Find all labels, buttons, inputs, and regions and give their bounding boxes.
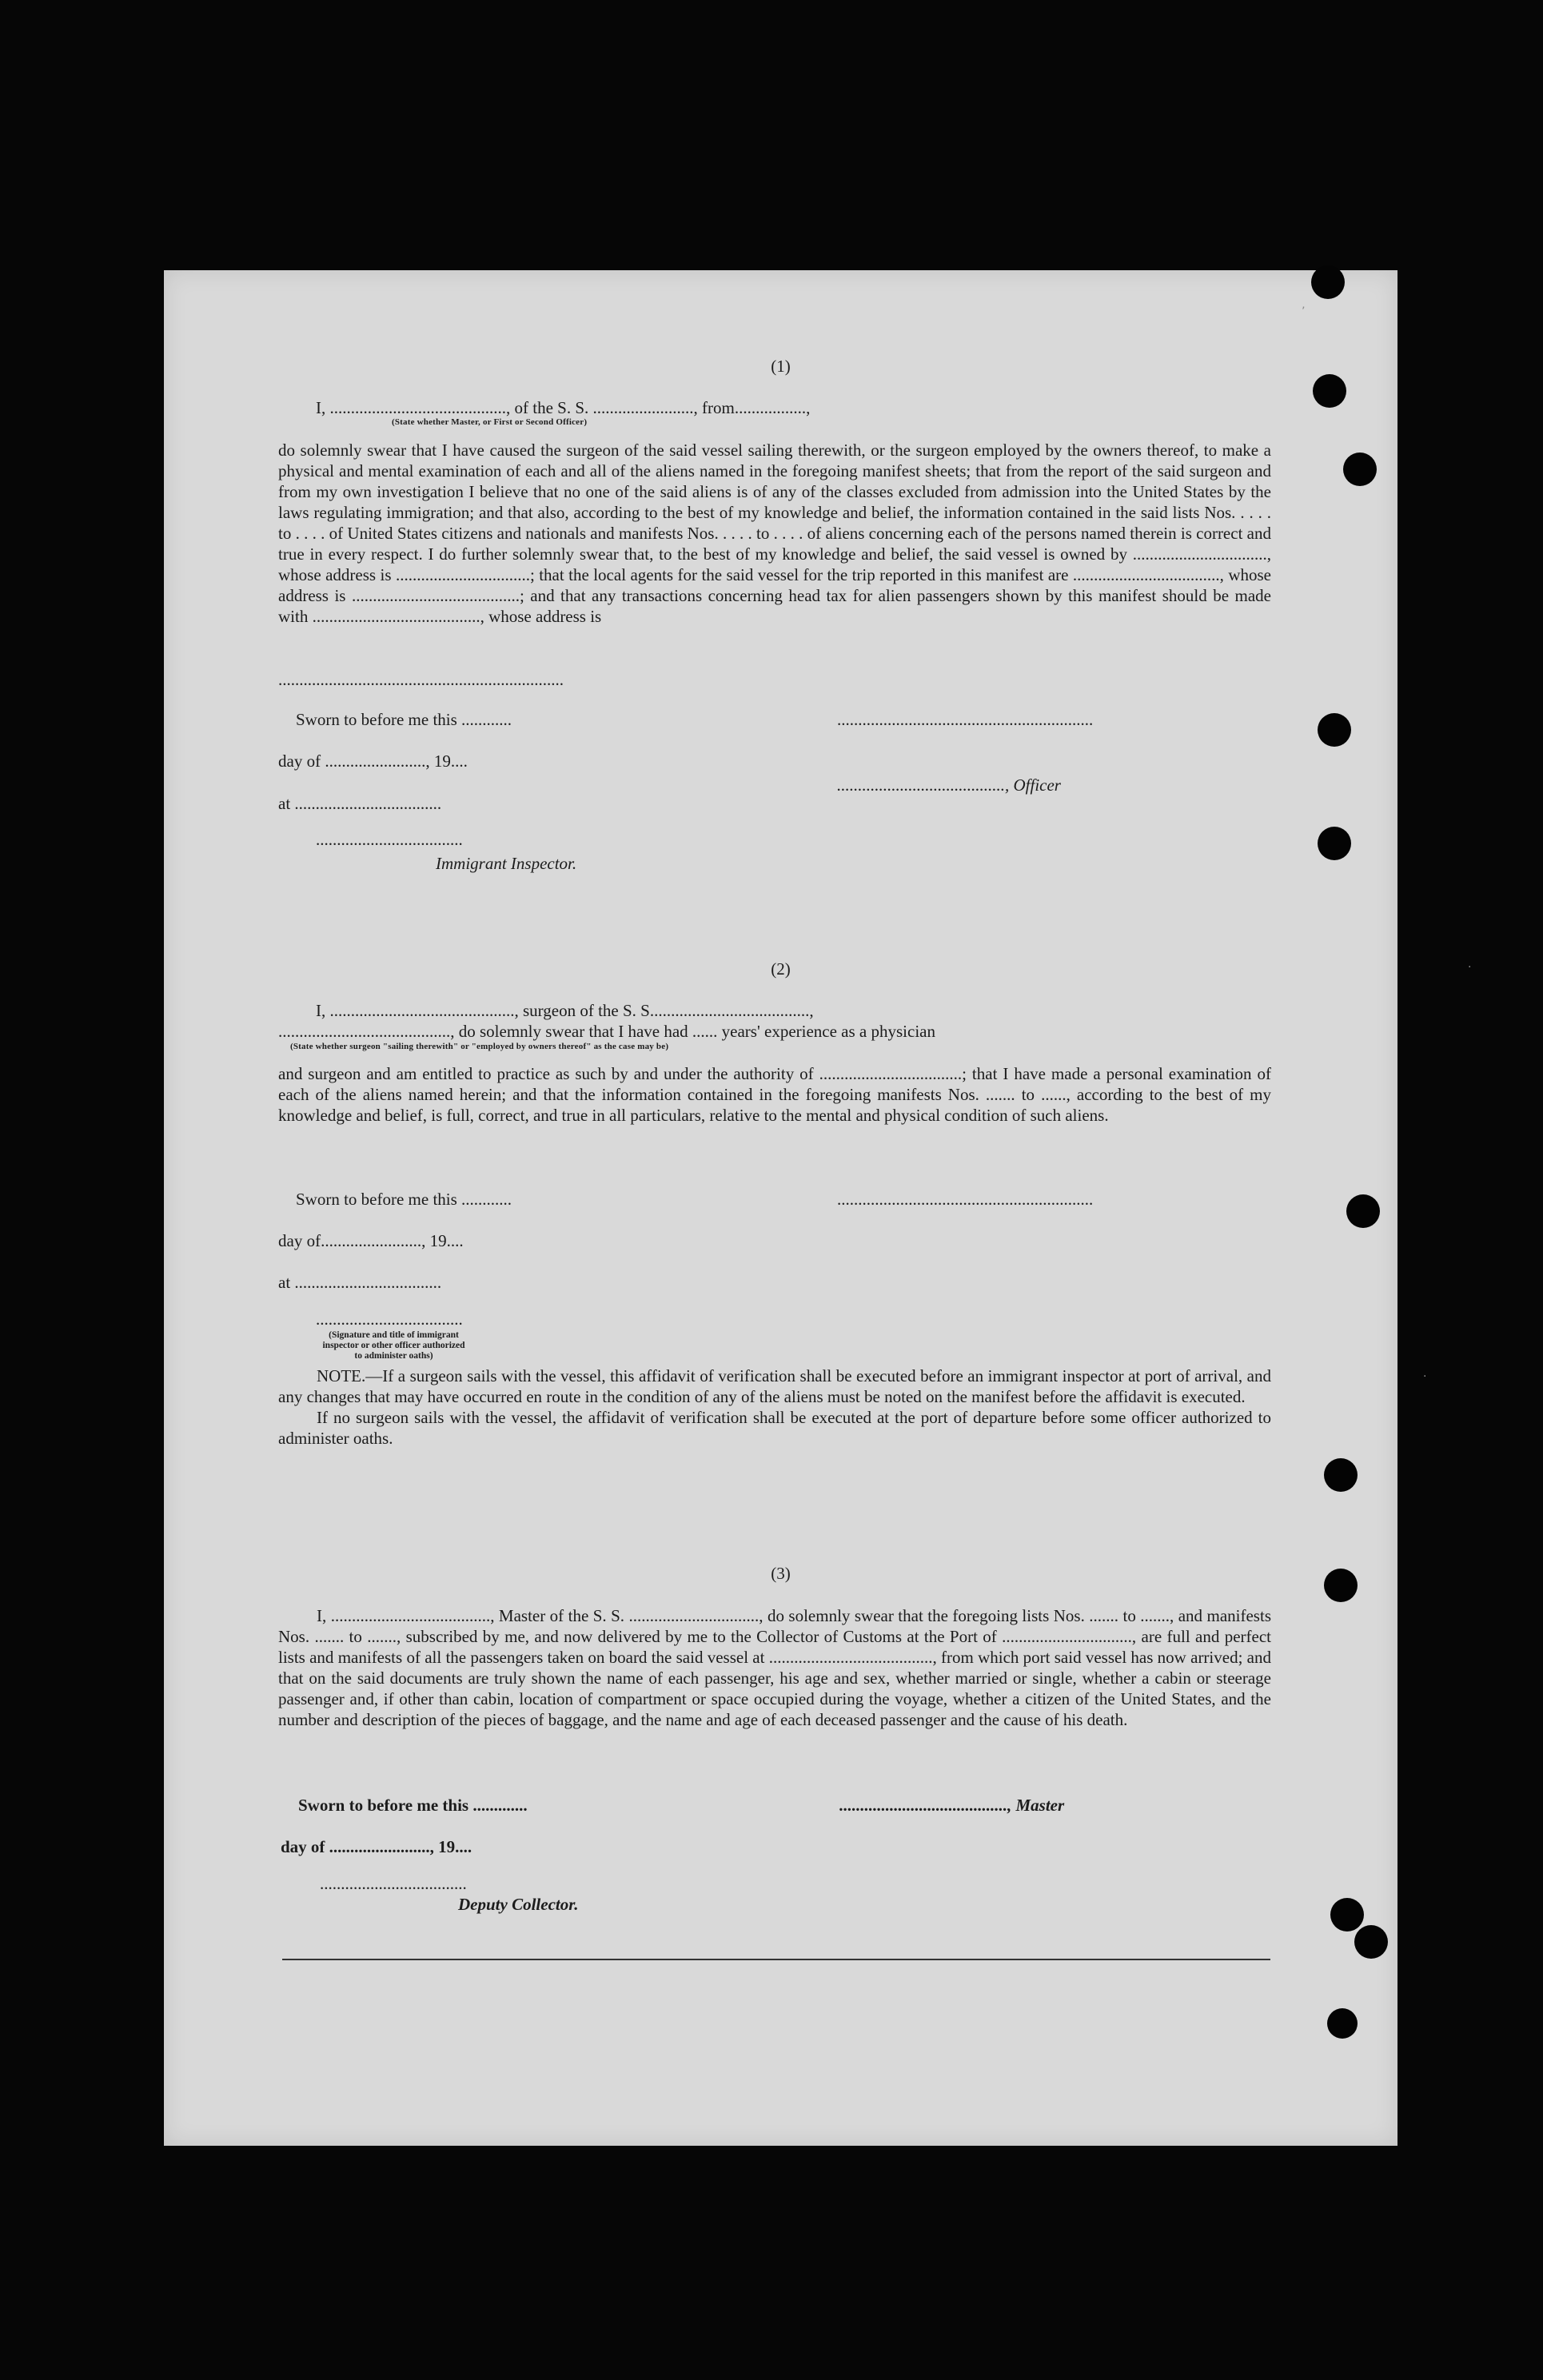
section-2-sig-note: (Signature and title of immigrant inspector or other officer authorized to administer oaths) [322, 1330, 465, 1361]
section-3-sworn: Sworn to before me this ............. [298, 1796, 528, 1815]
section-1-note: (State whether Master, or First or Second Officer) [392, 417, 588, 427]
section-2-line2: ........................................., do solemnly swear that I have had ...... years' experience as a physician [278, 1022, 935, 1041]
section-3-day: day of ........................, 19.... [281, 1837, 472, 1856]
section-2-number: (2) [771, 959, 791, 979]
punch-hole [1313, 374, 1346, 408]
bottom-rule [282, 1959, 1270, 1960]
section-2-at: at ................................... [278, 1273, 442, 1292]
punch-hole [1318, 827, 1351, 860]
section-2-day: day of........................, 19.... [278, 1231, 464, 1250]
punch-hole [1354, 1925, 1388, 1959]
section-3-collector-dots: ................................... [320, 1874, 467, 1893]
section-1-signature-line: ............................................................. [837, 710, 1094, 729]
section-2-sig-dots: ................................... [316, 1310, 463, 1329]
section-1-first-line: I, .........................................., of the S. S. ........................, from................., [316, 398, 811, 417]
section-3-body-text: I, ......................................, Master of the S. S. ..............................., do solemnly swear that the foregoing lists Nos. ....... to ......., and manifests Nos. ....... to ......., subscribed by me, and now delivered by me to the Collector of Customs at the Port of ..............................., are full and perfect lists and manifests of all the passengers taken on board the said vessel at ......................................., from which port said vessel has now arrived; and that on the said documents are truly shown the name of each passenger, his age and sex, whether married or single, whether a cabin or steerage passenger and, if other than cabin, location of compartment or space occupied during the voyage, whether a citizen of the United States, and the number and description of the pieces of baggage, and the name and age of each deceased passenger and the cause of his death. [278, 1606, 1271, 1729]
punch-hole [1324, 1569, 1358, 1602]
scan-speck: . [1423, 1367, 1427, 1380]
punch-hole [1327, 2008, 1358, 2039]
section-2-note-block [278, 1365, 1271, 1449]
section-1-day: day of ........................, 19.... [278, 751, 468, 771]
section-1-officer-line: ........................................, Officer [837, 775, 1061, 795]
section-1-sworn: Sworn to before me this ............ [296, 710, 512, 729]
section-1-at: at ................................... [278, 794, 442, 813]
section-2-signature-line: ............................................................. [837, 1190, 1094, 1209]
punch-hole [1330, 1898, 1364, 1932]
section-2-body-text: and surgeon and am entitled to practice as such by and under the authority of ..................................; that I have made a personal examination of each of the aliens named herein; and that the information contained in the foregoing manifests Nos. ....... to ......, according to the best of my knowledge and belief, is full, correct, and true in all particulars, relative to the mental and physical condition of such aliens. [278, 1064, 1271, 1125]
section-3-collector: Deputy Collector. [458, 1895, 579, 1914]
section-1-body [278, 440, 1271, 627]
punch-hole [1346, 1194, 1380, 1228]
section-2-line1: I, ............................................, surgeon of the S. S......................................, [316, 1001, 814, 1020]
section-3-master-line: ........................................, Master [839, 1796, 1065, 1815]
scan-speck: ’ [1302, 305, 1306, 318]
punch-hole [1311, 265, 1345, 299]
section-2-note-para2: If no surgeon sails with the vessel, the affidavit of verification shall be executed at the port of departure before some officer authorized to administer oaths. [278, 1408, 1271, 1448]
scan-speck: . [1468, 958, 1472, 971]
section-2-sworn: Sworn to before me this ............ [296, 1190, 512, 1209]
section-2-note-para1: NOTE.—If a surgeon sails with the vessel, this affidavit of verification shall be executed before an immigrant inspector at port of arrival, and any changes that may have occurred en route in the condition of any of the aliens must be noted on the manifest before the affidavit is executed. [278, 1366, 1271, 1406]
section-1-body-text: do solemnly swear that I have caused the surgeon of the said vessel sailing therewith, or the surgeon employed by the owners thereof, to make a physical and mental examination of each and all of the aliens named in the foregoing manifest sheets; that from the report of the said surgeon and from my own investigation I believe that no one of the said aliens is of any of the classes excluded from admission into the United States by the laws regulating immigration; and that also, according to the best of my knowledge and belief, the information contained in the said lists Nos. . . . . to . . . . of United States citizens and nationals and manifests Nos. . . . . to . . . . of aliens concerning each of the persons named therein is correct and true in every respect. I do further solemnly swear that, to the best of my knowledge and belief, the said vessel is owned by ................................, whose address is ................................; that the local agents for the said vessel for the trip reported in this manifest are ..................................., whose address is ........................................; and that any transactions concerning head tax for alien passengers shown by this manifest should be made with ........................................, whose address is [278, 441, 1271, 626]
section-1-number: (1) [771, 357, 791, 376]
section-1-inspector-dots: ................................... [316, 830, 463, 849]
section-3-body [278, 1605, 1271, 1730]
punch-hole [1343, 452, 1377, 486]
punch-hole [1318, 713, 1351, 747]
section-2-note: (State whether surgeon "sailing therewith" or "employed by owners thereof" as the case may be) [290, 1042, 669, 1051]
section-1-inspector: Immigrant Inspector. [436, 854, 577, 873]
section-3-number: (3) [771, 1564, 791, 1583]
punch-hole [1324, 1458, 1358, 1492]
document-page [164, 270, 1397, 2146]
section-2-body [278, 1063, 1271, 1126]
section-1-dots-line: .................................................................... [278, 670, 564, 689]
